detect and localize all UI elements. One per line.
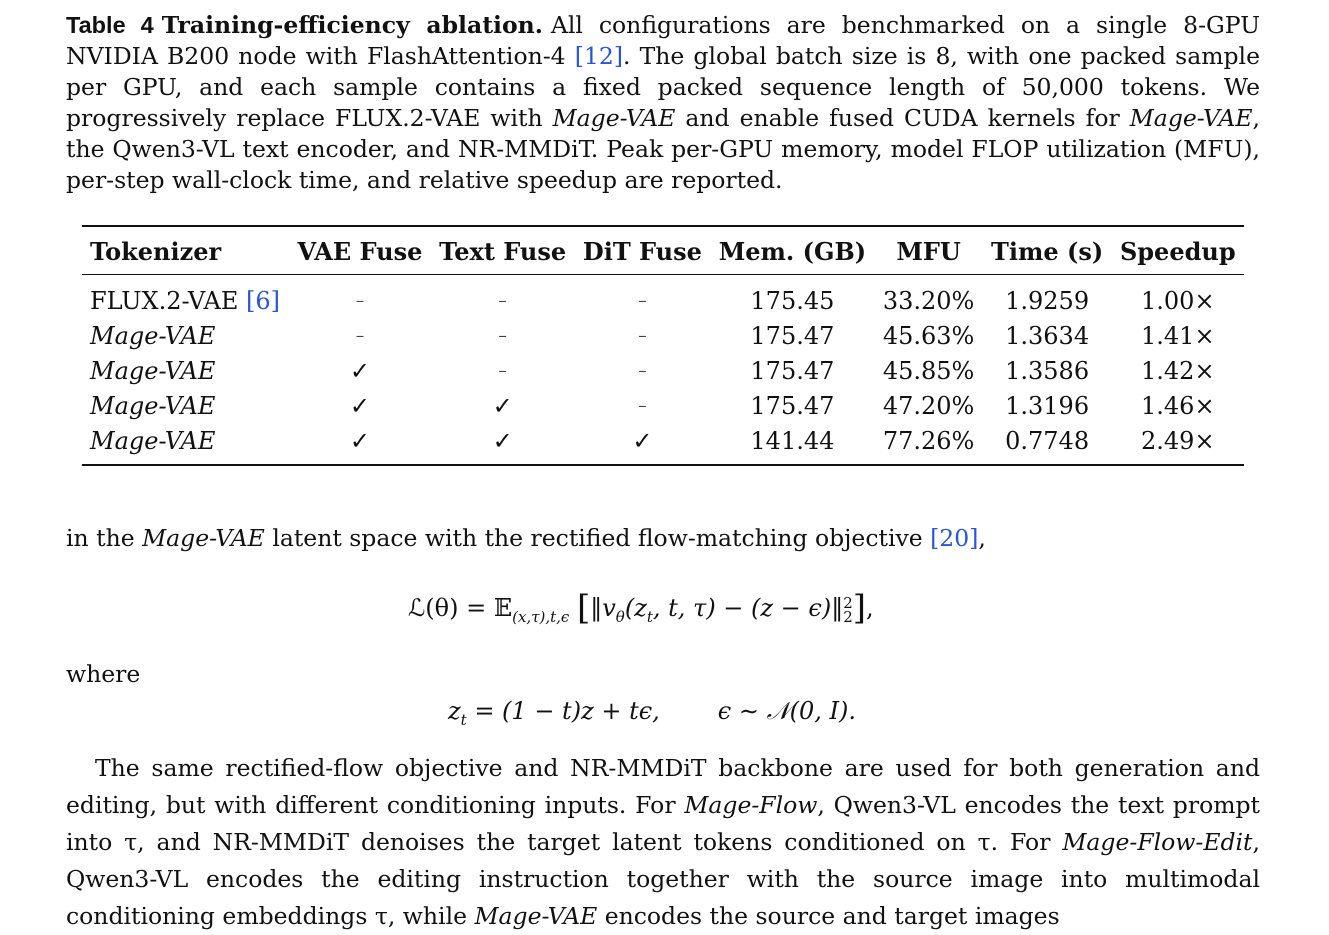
cell-text-fuse: – — [498, 290, 507, 311]
body-emph: Mage-VAE — [142, 524, 265, 552]
interpolation-equation — [448, 697, 856, 729]
eq2-rhs: = (1 − t)z + tϵ, — [466, 697, 660, 725]
cell-tokenizer — [82, 423, 289, 465]
table-title: Training-efficiency ablation. — [161, 11, 543, 39]
cell-vae-fuse: ✓ — [349, 391, 371, 420]
table-row — [82, 318, 1244, 353]
cell-memory: 175.47 — [750, 391, 835, 420]
cell-mfu: 47.20% — [882, 391, 975, 420]
body-text: The same rectified-flow objective and NR-MMDiT backbone are used for both generation and editing, but with different conditioning inputs. For — [66, 754, 1260, 819]
table-header — [82, 226, 1244, 275]
eq-lhs: ℒ(θ) = 𝔼 — [408, 594, 513, 622]
cell-mfu: 77.26% — [882, 426, 975, 455]
table-row — [82, 388, 1244, 423]
body-text: latent space with the rectified flow-matching objective — [264, 524, 931, 552]
table-caption — [66, 10, 1260, 196]
cell-text-fuse: ✓ — [492, 391, 513, 420]
eq-end: , — [866, 594, 874, 622]
body-text: encodes the source and target images — [597, 902, 1060, 930]
cell-vae-fuse: – — [355, 290, 365, 311]
cell-speedup: 1.46× — [1141, 391, 1215, 420]
cell-vae-fuse: ✓ — [349, 356, 371, 385]
header-mfu: MFU — [896, 236, 961, 266]
cell-tokenizer — [82, 353, 289, 388]
loss-equation: ℒ(θ) = 𝔼$_{(x,\tau),t,\epsilon}$ [$‖v_\theta(z_t$, t, τ) − (z − ϵ)‖ 2 2 ], — [408, 588, 874, 628]
cell-speedup: 1.41× — [1141, 321, 1215, 350]
table-label: Table 4 — [66, 12, 154, 38]
tokenizer-name: Mage-VAE — [90, 321, 216, 350]
table-row — [82, 423, 1244, 465]
where-text: where — [66, 660, 141, 688]
body-text: in the — [66, 524, 143, 552]
body-text: , Qwen3-VL encodes the text prompt into τ, and NR-MMDiT denoises the target latent tokens conditioned on τ. For — [66, 791, 1260, 856]
table-row — [82, 353, 1244, 388]
header-speedup: Speedup — [1119, 236, 1236, 266]
cell-vae-fuse: ✓ — [349, 426, 371, 455]
cell-speedup: 1.42× — [1141, 356, 1215, 385]
cell-dit-fuse: ✓ — [632, 426, 653, 455]
ablation-table — [82, 225, 1244, 466]
cell-memory: 175.47 — [750, 356, 835, 385]
eq2-sub: t — [460, 710, 467, 729]
cell-time: 1.3634 — [1005, 321, 1090, 350]
eq-norm-sub: 2 — [843, 607, 853, 626]
body-emph: Mage-Flow-Edit — [1062, 828, 1253, 856]
cell-mfu: 45.63% — [882, 321, 975, 350]
caption-emph: Mage-VAE — [1129, 104, 1253, 132]
eq-norm-open: ‖v — [590, 594, 616, 622]
citation-link[interactable]: [6] — [246, 286, 281, 315]
cell-time: 0.7748 — [1005, 426, 1090, 455]
caption-text: . The global batch size is 8, with one packed sample per GPU, and each sample contains a fixed packed sequence length of 50,000 tokens. We progressively replace FLUX.2-VAE with — [66, 42, 1260, 132]
cell-tokenizer — [82, 275, 289, 319]
cell-dit-fuse: – — [638, 395, 647, 416]
caption-text: , the Qwen3-VL text encoder, and NR-MMDiT. Peak per-GPU memory, model FLOP utilization (MFU), per-step wall-clock time, and relative speedup are reported. — [66, 104, 1260, 194]
body-text: , — [978, 524, 986, 552]
cell-speedup: 1.00× — [1141, 286, 1215, 315]
citation-link[interactable]: [12] — [574, 42, 623, 70]
header-time: Time (s) — [991, 236, 1104, 266]
header-memory: Mem. (GB) — [718, 236, 867, 266]
eq-t-subscript: t — [646, 607, 653, 626]
header-dit-fuse: DiT Fuse — [582, 236, 702, 266]
header-vae-fuse: VAE Fuse — [297, 236, 423, 266]
cell-mfu: 33.20% — [882, 286, 975, 315]
body-text: , Qwen3-VL encodes the editing instruction together with the source image into multimodal conditioning embeddings τ, while — [66, 828, 1260, 930]
tokenizer-name: FLUX.2-VAE — [90, 286, 239, 315]
cell-time: 1.3586 — [1005, 356, 1090, 385]
body-intro-line — [66, 522, 986, 554]
cell-mfu: 45.85% — [882, 356, 975, 385]
tokenizer-name: Mage-VAE — [90, 426, 216, 455]
body-emph: Mage-VAE — [474, 902, 598, 930]
eq-theta-subscript: θ — [615, 607, 625, 626]
cell-speedup: 2.49× — [1141, 426, 1215, 455]
body-emph: Mage-Flow — [684, 791, 818, 819]
caption-block — [66, 10, 1260, 196]
caption-text: All configurations are benchmarked on a single 8-GPU NVIDIA B200 node with FlashAttention-4 — [66, 11, 1261, 70]
tokenizer-name: Mage-VAE — [90, 391, 216, 420]
cell-dit-fuse: – — [638, 325, 647, 346]
eq-norm-sup: 2 — [843, 593, 853, 612]
cell-dit-fuse: – — [638, 290, 647, 311]
cell-tokenizer — [82, 388, 289, 423]
cell-text-fuse: – — [498, 325, 507, 346]
header-text-fuse: Text Fuse — [439, 236, 567, 266]
cell-text-fuse: – — [498, 360, 507, 381]
cell-tokenizer — [82, 318, 289, 353]
citation-link[interactable]: [20] — [930, 524, 979, 552]
cell-dit-fuse: – — [638, 360, 647, 381]
cell-vae-fuse: – — [355, 325, 365, 346]
table-body — [82, 275, 1244, 466]
table-row — [82, 275, 1244, 319]
cell-memory: 141.44 — [750, 426, 835, 455]
header-tokenizer: Tokenizer — [90, 236, 222, 266]
eq2-noise: ϵ ∼ 𝒩(0, I). — [717, 697, 856, 725]
cell-memory: 175.47 — [750, 321, 835, 350]
tokenizer-name: Mage-VAE — [90, 356, 216, 385]
cell-memory: 175.45 — [750, 286, 835, 315]
cell-text-fuse: ✓ — [492, 426, 513, 455]
cell-time: 1.3196 — [1005, 391, 1090, 420]
caption-emph: Mage-VAE — [552, 104, 676, 132]
eq-args: (z — [624, 594, 647, 622]
caption-text: and enable fused CUDA kernels for — [675, 104, 1130, 132]
eq-rest: , t, τ) − (z − ϵ)‖ — [652, 594, 844, 622]
body-paragraph — [66, 750, 1260, 935]
header-row — [82, 226, 1244, 275]
eq2-z: z — [448, 697, 461, 725]
cell-time: 1.9259 — [1005, 286, 1090, 315]
eq-expectation-subscript: (x,τ),t,ϵ — [512, 607, 570, 626]
